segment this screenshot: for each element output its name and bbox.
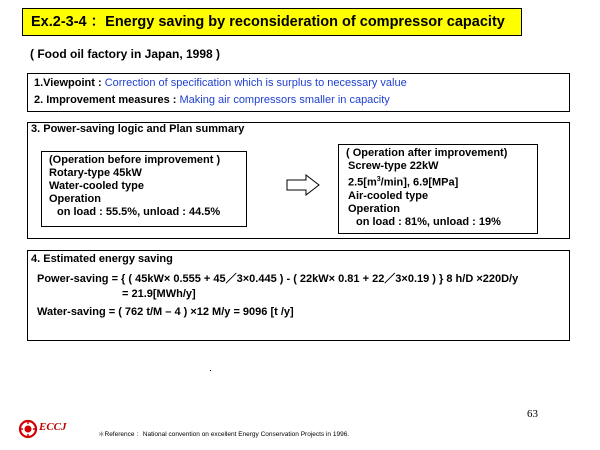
- after-load: on load : 81%, unload : 19%: [356, 215, 501, 228]
- logic-box: [27, 122, 570, 239]
- after-improvement-box: [338, 144, 538, 234]
- before-improvement-box: [41, 151, 247, 227]
- after-spec: $2.5[m^3/\min]$, 6.9[MPa]: [348, 176, 459, 189]
- after-heading: ( Operation after improvement): [346, 147, 508, 159]
- improvement-value: Making air compressors smaller in capacity: [179, 94, 390, 106]
- slide-title: Ex.2-3-4 ：Energy saving by reconsideration of compressor capacity: [22, 8, 522, 36]
- viewpoint-box: [27, 73, 570, 112]
- viewpoint-value: Correction of specification which is surplus to necessary value: [104, 77, 407, 89]
- right-arrow-icon: [286, 174, 320, 201]
- page-number: 63: [527, 408, 538, 420]
- before-load: on load : 55.5%, unload : 44.5%: [57, 206, 221, 218]
- power-saving-formula: Power-saving = { ( 45kW× 0.555 + 45／3×0.445 ) - ( 22kW× 0.81 + 22／3×0.19 ) } 8 h/D ×220D/y: [37, 273, 519, 285]
- viewpoint-line: [34, 77, 407, 89]
- slide-subtitle: ( Food oil factory in Japan, 1998 ): [30, 47, 221, 61]
- stray-dot: [210, 370, 211, 371]
- improvement-label: 2. Improvement measures :: [34, 94, 180, 106]
- viewpoint-label: 1.Viewpoint :: [34, 77, 105, 89]
- before-operation: Operation: [49, 193, 101, 205]
- logo-text: ECCJ: [39, 421, 67, 433]
- water-saving-formula: Water-saving = ( 762 t/M – 4 ) ×12 M/y = 9096 [t /y]: [37, 306, 294, 318]
- before-type: Rotary-type 45kW: [49, 167, 142, 179]
- estimate-title: 4. Estimated energy saving: [31, 253, 173, 265]
- after-cooling: Air-cooled type: [348, 189, 429, 202]
- eccj-logo-icon: [18, 419, 38, 444]
- reference-note: ＊Reference ：National convention on excellent Energy Conservation Projects in 1996.: [98, 431, 350, 438]
- after-operation: Operation: [348, 202, 400, 215]
- before-heading: (Operation before improvement ): [49, 154, 221, 166]
- after-type: Screw-type 22kW: [348, 160, 439, 172]
- estimate-box: [27, 250, 570, 341]
- before-cooling: Water-cooled type: [49, 180, 144, 192]
- power-saving-result: = 21.9[MWh/y]: [122, 288, 196, 300]
- improvement-line: [34, 94, 390, 106]
- logic-title: 3. Power-saving logic and Plan summary: [31, 123, 245, 135]
